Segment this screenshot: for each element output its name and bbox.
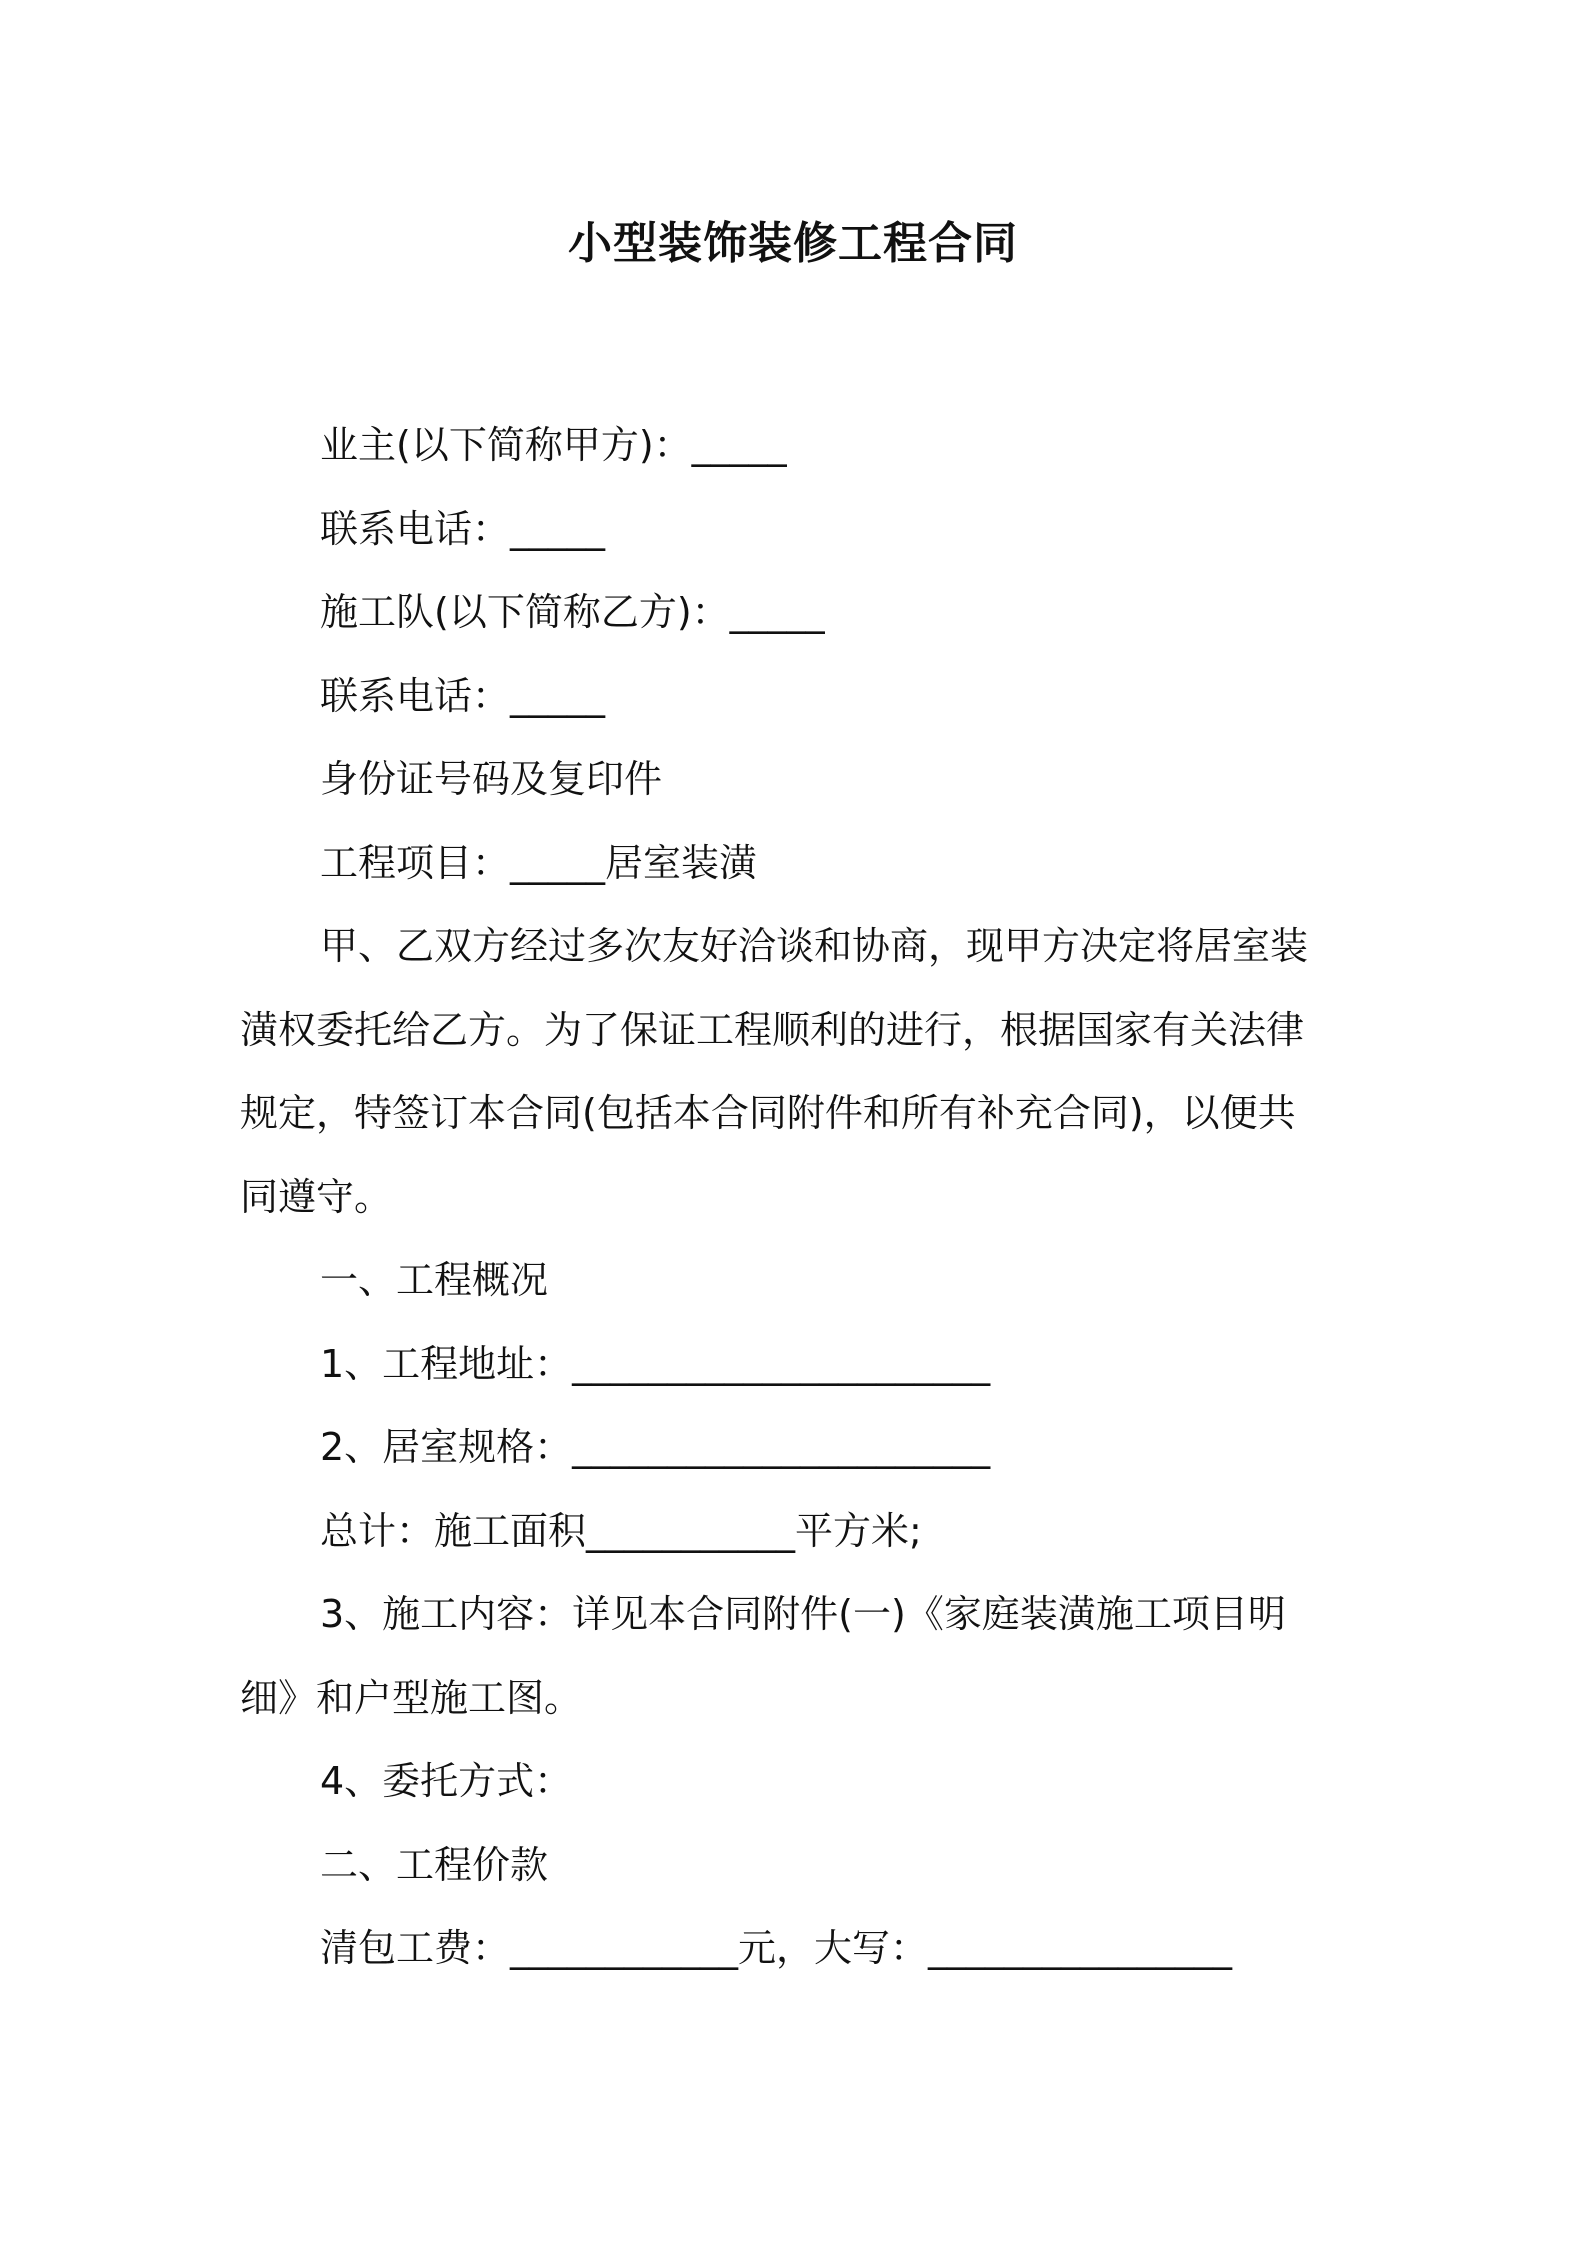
text-line: 甲、乙双方经过多次友好洽谈和协商，现甲方决定将居室装 bbox=[320, 924, 1309, 968]
text-line: 规定，特签订本合同(包括本合同附件和所有补充合同)，以便共 bbox=[240, 1091, 1296, 1135]
text-line: 细》和户型施工图。 bbox=[240, 1675, 583, 1720]
text-line: 1、工程地址：______________________ bbox=[320, 1341, 991, 1386]
text-line: 业主(以下简称甲方)：_____ bbox=[320, 423, 787, 467]
text-line: 联系电话：_____ bbox=[320, 506, 606, 551]
contract-body bbox=[240, 404, 1350, 1991]
text-line: 清包工费：____________元，大写：________________ bbox=[320, 1926, 1233, 1970]
text-line: 身份证号码及复印件 bbox=[320, 757, 663, 801]
text-line: 同遵守。 bbox=[240, 1174, 393, 1219]
text-line: 工程项目：_____居室装潢 bbox=[320, 840, 758, 885]
page-title: 小型装饰装修工程合同 bbox=[568, 218, 1018, 269]
text-line: 总计：施工面积___________平方米; bbox=[320, 1508, 922, 1553]
text-line: 3、施工内容：详见本合同附件(一)《家庭装潢施工项目明 bbox=[320, 1592, 1286, 1636]
text-line: 施工队(以下简称乙方)：_____ bbox=[320, 590, 825, 634]
text-line: 潢权委托给乙方。为了保证工程顺利的进行，根据国家有关法律 bbox=[240, 1007, 1305, 1052]
text-line: 联系电话：_____ bbox=[320, 673, 606, 718]
section-heading: 二、工程价款 bbox=[320, 1842, 549, 1887]
section-heading: 一、工程概况 bbox=[320, 1258, 549, 1302]
text-line: 4、委托方式： bbox=[320, 1759, 573, 1803]
text-line: 2、居室规格：______________________ bbox=[320, 1425, 991, 1469]
